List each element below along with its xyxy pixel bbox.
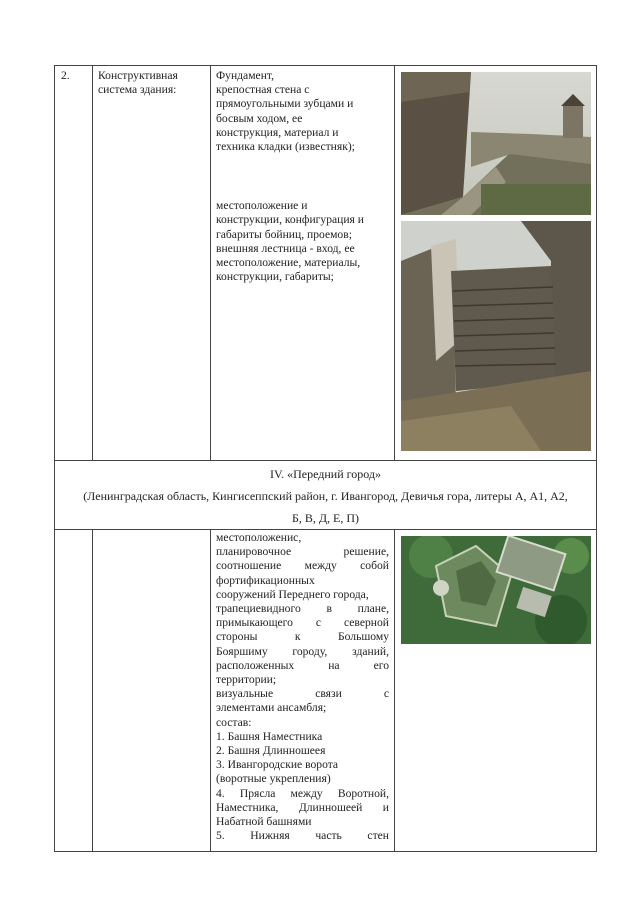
text-line: 3. Ивангородские ворота <box>216 758 339 772</box>
text-line: Набатной башнями <box>216 815 312 829</box>
table-row <box>55 66 597 461</box>
text-line: планировочное решение, <box>216 545 389 559</box>
text-line: 5. Нижняя часть стен <box>216 829 389 843</box>
row-description-cell <box>211 66 395 461</box>
text-line: 2. Башня Длинношеея <box>216 744 326 758</box>
text-line: расположенных на его <box>216 658 389 672</box>
text-line: стороны к Большому <box>216 630 389 644</box>
row-number-cell <box>55 530 93 852</box>
text-line: фортификационных <box>216 573 315 587</box>
text-line: территории; <box>216 673 277 687</box>
text-line: 1. Башня Наместника <box>216 729 323 743</box>
section-heading: IV. «Передний город» <box>269 467 382 481</box>
text-line: (воротные укрепления) <box>216 772 331 786</box>
section-header-row <box>55 461 597 530</box>
text-line: конструкция, материал и <box>216 125 339 139</box>
text-line: габариты бойниц, проемов; <box>216 227 352 241</box>
photo-cell <box>395 530 597 852</box>
text-line: Бояршиму городу, зданий, <box>216 644 389 658</box>
text-line: трапециевидного в плане, <box>216 602 389 616</box>
text-line: сооружений Переднего города, <box>216 587 369 601</box>
text-line: состав: <box>216 715 252 729</box>
row-title-cell <box>93 530 211 852</box>
row-title: Конструктивная система здания: <box>98 69 178 97</box>
description-block <box>211 530 394 843</box>
monument-table <box>54 65 597 852</box>
row-description-cell <box>211 530 395 852</box>
fortress-wall-photo <box>401 72 591 215</box>
aerial-satellite-photo <box>401 536 591 644</box>
text-line: крепостная стена с <box>216 83 310 97</box>
text-line: визуальные связи с <box>216 687 389 701</box>
text-line: местоположение и <box>216 199 308 213</box>
description-block-1 <box>211 66 394 154</box>
text-line: конструкции, конфигурация и <box>216 213 364 227</box>
section-header-cell <box>55 461 597 530</box>
text-line: Наместника, Длинношеей и <box>216 800 389 814</box>
text-line: 4. Прясла между Воротной, <box>216 786 389 800</box>
text-line: местоположенис, <box>216 531 302 544</box>
section-address-line1: (Ленинградская область, Кингисеппский район, г. Ивангород, Девичья гора, литеры А, А1, А2, <box>83 489 568 503</box>
text-line: конструкции, габариты; <box>216 270 334 284</box>
row-title-cell <box>93 66 211 461</box>
stone-staircase-photo <box>401 221 591 451</box>
text-line: элементами ансамбля; <box>216 701 327 715</box>
section-address-line2: Б, В, Д, Е, П) <box>291 511 360 525</box>
text-line: примыкающего с северной <box>216 616 389 630</box>
text-line: соотношение между собой <box>216 559 389 573</box>
description-block-2 <box>211 196 394 284</box>
text-line: Фундамент, <box>216 69 274 82</box>
text-line: прямоугольными зубцами и <box>216 97 354 111</box>
text-line: босвым ходом, ее <box>216 111 303 125</box>
row-number-cell <box>55 66 93 461</box>
text-line: внешняя лестница - вход, ее <box>216 241 355 255</box>
photo-cell <box>395 66 597 461</box>
row-number: 2. <box>61 69 70 82</box>
text-line: техника кладки (известняк); <box>216 140 355 154</box>
text-line: местоположение, материалы, <box>216 256 361 270</box>
table-row <box>55 530 597 852</box>
